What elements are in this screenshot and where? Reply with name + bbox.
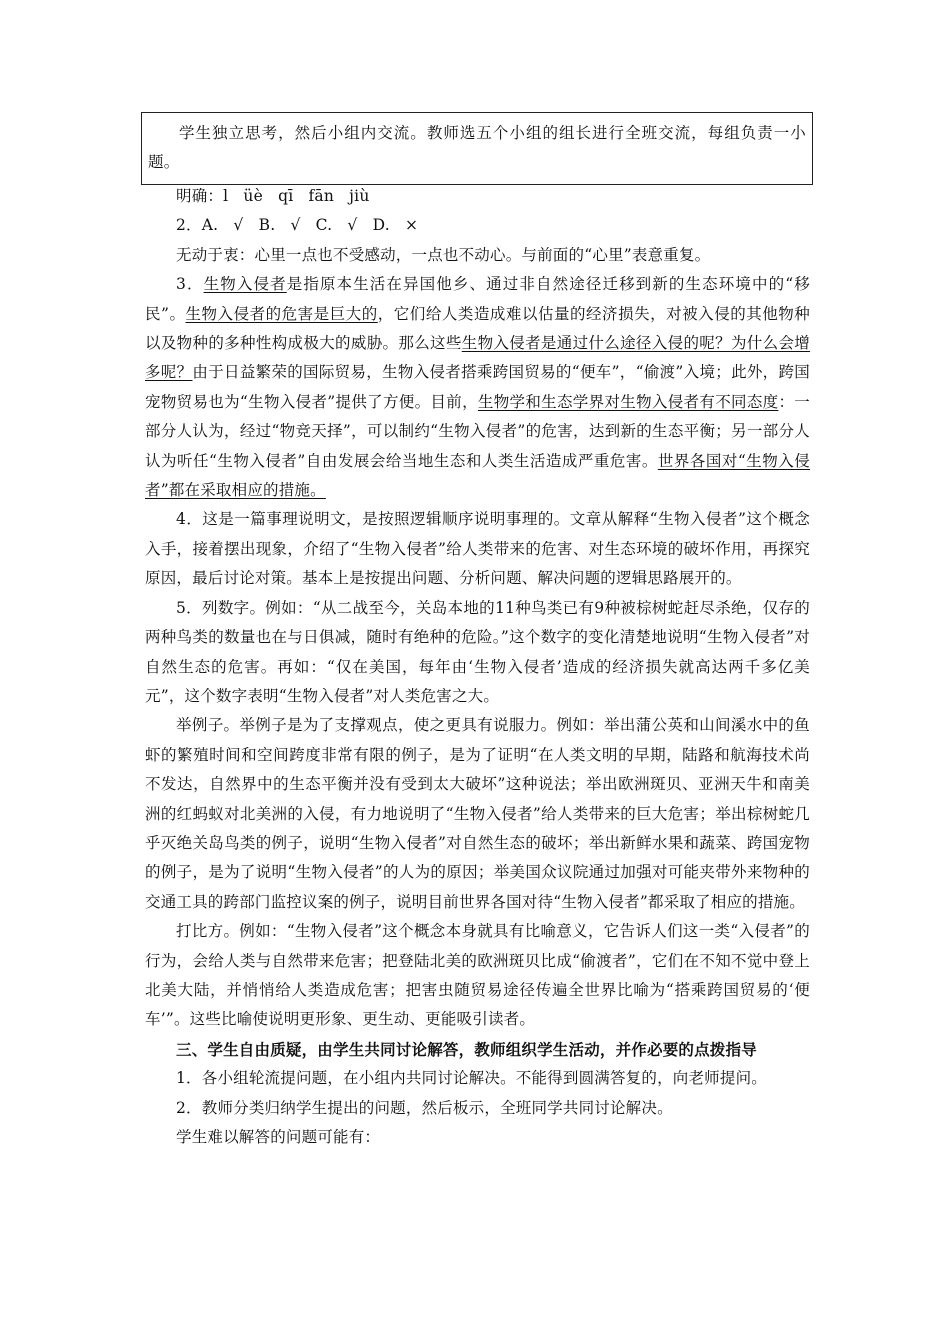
answer-3-num: 3． bbox=[176, 275, 204, 294]
boxed-paragraph: 学生独立思考，然后小组内交流。教师选五个小组的组长进行全班交流，每组负责一小题。 bbox=[148, 124, 806, 172]
answers-section bbox=[145, 182, 810, 1152]
answer-3 bbox=[145, 270, 810, 505]
underlined-measures: 世界各国对“生物入侵者”都在采取相应的措施。 bbox=[145, 451, 810, 500]
boxed-instruction bbox=[141, 112, 813, 185]
underlined-term: 生物入侵者 bbox=[203, 275, 287, 294]
answer-5: 5．列数字。例如：“从二战至今，关岛本地的11种鸟类已有9种被棕树蛇赶尽杀绝，仅存的两种鸟类的数量也在与日俱减，随时有绝种的危险。”这个数字的变化清楚地说明“生物入侵者”对自然生态的危害。再如：“仅在美国，每年由‘生物入侵者’造成的经济损失就高达两千多亿美元”，这个数字表明“生物入侵者”对人类危害之大。 bbox=[145, 598, 810, 705]
underlined-question: 生物入侵者是通过什么途径入侵的呢？为什么会增多呢？ bbox=[145, 334, 810, 382]
answer-3-text-4: ：一部分人认为，经过“物竞天择”，可以制约“生物入侵者”的危害，达到新的生态平衡；另一部分人认为听任“生物入侵者”自由发展会给当地生态和人类生活造成严重危害。 bbox=[145, 392, 810, 470]
answer-pinyin: 明确：l üè qī fān jiù bbox=[176, 187, 370, 205]
answer-3-text-2: ，它们给人类造成难以估量的经济损失，对被入侵的其他物种以及物种的多种性构成极大的威胁。那么这些 bbox=[145, 304, 811, 353]
difficult-questions: 学生难以解答的问题可能有： bbox=[176, 1128, 381, 1146]
answer-3-text-3: 由于日益繁荣的国际贸易，生物入侵者搭乘跨国贸易的“便车”，“偷渡”入境；此外，跨国宠物贸易也为“生物入侵者”提供了方便。目前， bbox=[145, 363, 810, 411]
step-1: 1．各小组轮流提问题，在小组内共同讨论解决。不能得到圆满答复的，向老师提问。 bbox=[176, 1069, 767, 1088]
answer-2-note: 无动于衷：心里一点也不受感动，一点也不动心。与前面的“心里”表意重复。 bbox=[176, 245, 711, 264]
example-paragraph: 举例子。举例子是为了支撑观点，使之更具有说服力。例如：举出蒲公英和山间溪水中的鱼虾的繁殖时间和空间跨度非常有限的例子，是为了证明“在人类文明的早期，陆路和航海技术尚不发达，自然界中的生态平衡并没有受到太大破坏”这种说法；举出欧洲斑贝、亚洲天牛和南美洲的红蚂蚁对北美洲的入侵，有力地说明了“生物入侵者”给人类带来的巨大危害；举出棕树蛇几乎灭绝关岛鸟类的例子，说明“生物入侵者”对自然生态的破坏；举出新鲜水果和蔬菜、跨国宠物的例子，是为了说明“生物入侵者”的人为的原因；举美国众议院通过加强对可能夹带外来物种的交通工具的跨部门监控议案的例子，说明目前世界各国对待“生物入侵者”都采取了相应的措施。 bbox=[145, 716, 810, 911]
step-2: 2．教师分类归纳学生提出的问题，然后板示，全班同学共同讨论解决。 bbox=[176, 1098, 673, 1117]
answer-4: 4．这是一篇事理说明文，是按照逻辑顺序说明事理的。文章从解释“生物入侵者”这个概念入手，接着摆出现象，介绍了“生物入侵者”给人类带来的危害、对生态环境的破坏作用，再探究原因，最后讨论对策。基本上是按提出问题、分析问题、解决问题的逻辑思路展开的。 bbox=[145, 510, 810, 588]
answer-3-text-1: 是指原本生活在异国他乡、通过非自然途径迁移到新的生态环境中的“移民”。 bbox=[145, 275, 810, 323]
underlined-harm: 生物入侵者的危害是巨大的 bbox=[185, 304, 378, 323]
metaphor-paragraph: 打比方。例如：“生物入侵者”这个概念本身就具有比喻意义，它告诉人们这一类“入侵者”的行为，会给人类与自然带来危害；把登陆北美的欧洲斑贝比成“偷渡者”，它们在不知不觉中登上北美大陆，并悄悄给人类造成危害；把害虫随贸易途径传遍全世界比喻为“搭乘跨国贸易的‘便车’”。这些比喻使说明更形象、更生动、更能吸引读者。 bbox=[145, 922, 810, 1029]
section-3-heading: 三、学生自由质疑，由学生共同讨论解答，教师组织学生活动，并作必要的点拨指导 bbox=[176, 1039, 757, 1059]
answer-2: 2．A. √ B. √ C. √ D. × bbox=[176, 216, 419, 235]
underlined-attitude: 生物学和生态学界对生物入侵者有不同态度 bbox=[477, 392, 779, 411]
